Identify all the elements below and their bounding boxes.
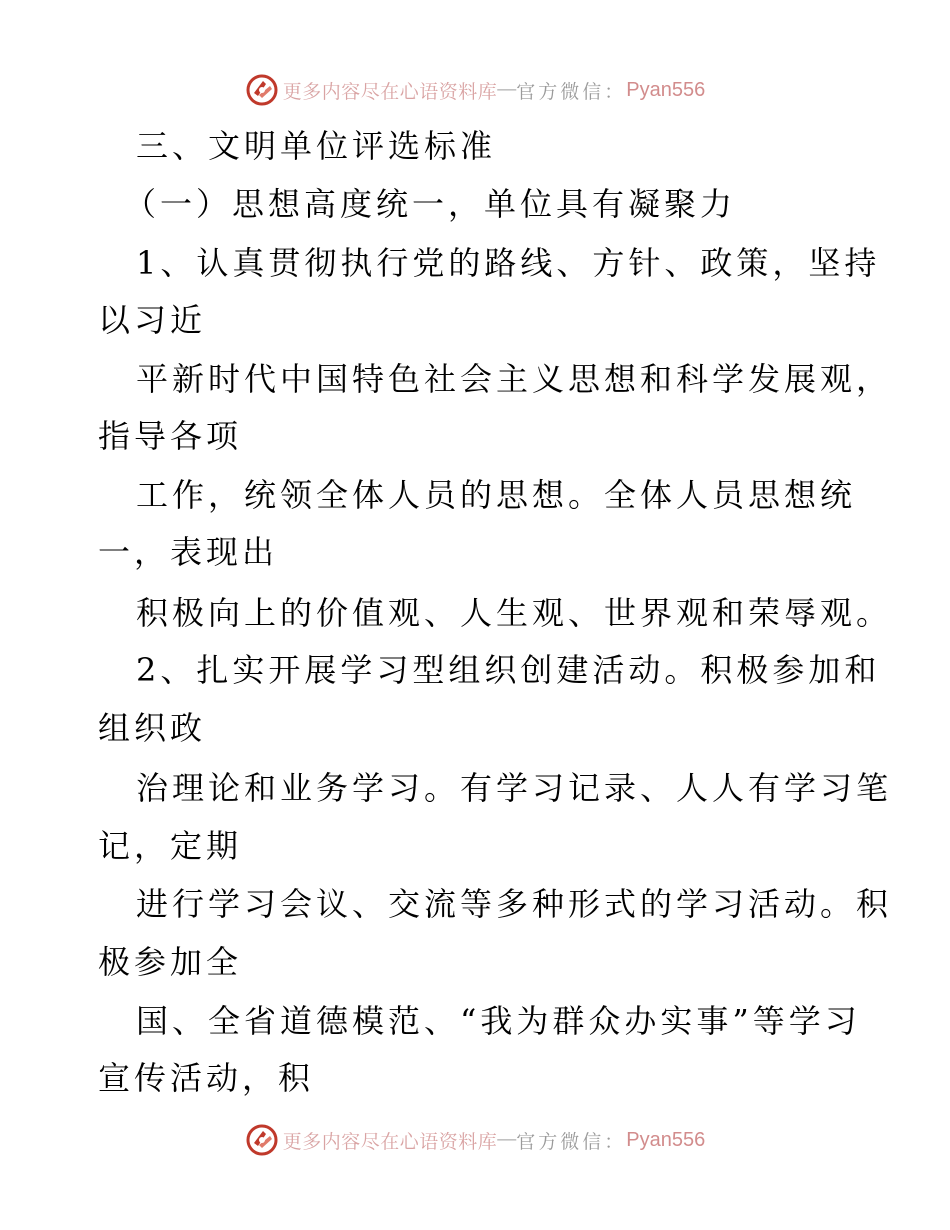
header-wechat-id: Pyan556 [626,78,706,101]
footer-dash: — [497,1129,517,1150]
text-line: 进行学习会议、交流等多种形式的学习活动。积 [136,885,893,923]
brand-logo-icon [245,73,279,107]
footer-wechat-label: 官方微信： [516,1130,627,1153]
text-line: 治理论和业务学习。有学习记录、人人有学习笔 [136,769,893,807]
brand-logo-icon [245,1123,279,1157]
text-line: 2、扎实开展学习型组织创建活动。积极参加和 [136,651,881,689]
section-heading: 三、文明单位评选标准 [136,127,497,165]
footer-wechat-id: Pyan556 [626,1128,706,1151]
text-line: 一，表现出 [98,533,279,571]
text-line: 组织政 [98,709,207,747]
text-line: 积极向上的价值观、人生观、世界观和荣辱观。 [136,594,893,632]
subsection-heading: （一）思想高度统一，单位具有凝聚力 [124,185,737,223]
text-line: 以习近 [98,301,207,339]
text-line: 国、全省道德模范、“我为群众办实事”等学习 [136,1002,861,1040]
header-wechat-label: 官方微信： [516,80,627,103]
text-line: 宣传活动，积 [98,1059,315,1097]
header-dash: — [497,79,517,100]
text-line: 极参加全 [98,943,243,981]
header-brand-text: 更多内容尽在心语资料库 [282,80,498,103]
text-line: 指导各项 [98,417,243,455]
footer-banner [0,1120,950,1160]
header-banner [0,70,950,110]
text-line: 1、认真贯彻执行党的路线、方针、政策，坚持 [136,244,881,282]
text-line: 平新时代中国特色社会主义思想和科学发展观， [136,360,893,398]
text-line: 记，定期 [98,827,243,865]
text-line: 工作，统领全体人员的思想。全体人员思想统 [136,476,857,514]
footer-brand-text: 更多内容尽在心语资料库 [282,1130,498,1153]
